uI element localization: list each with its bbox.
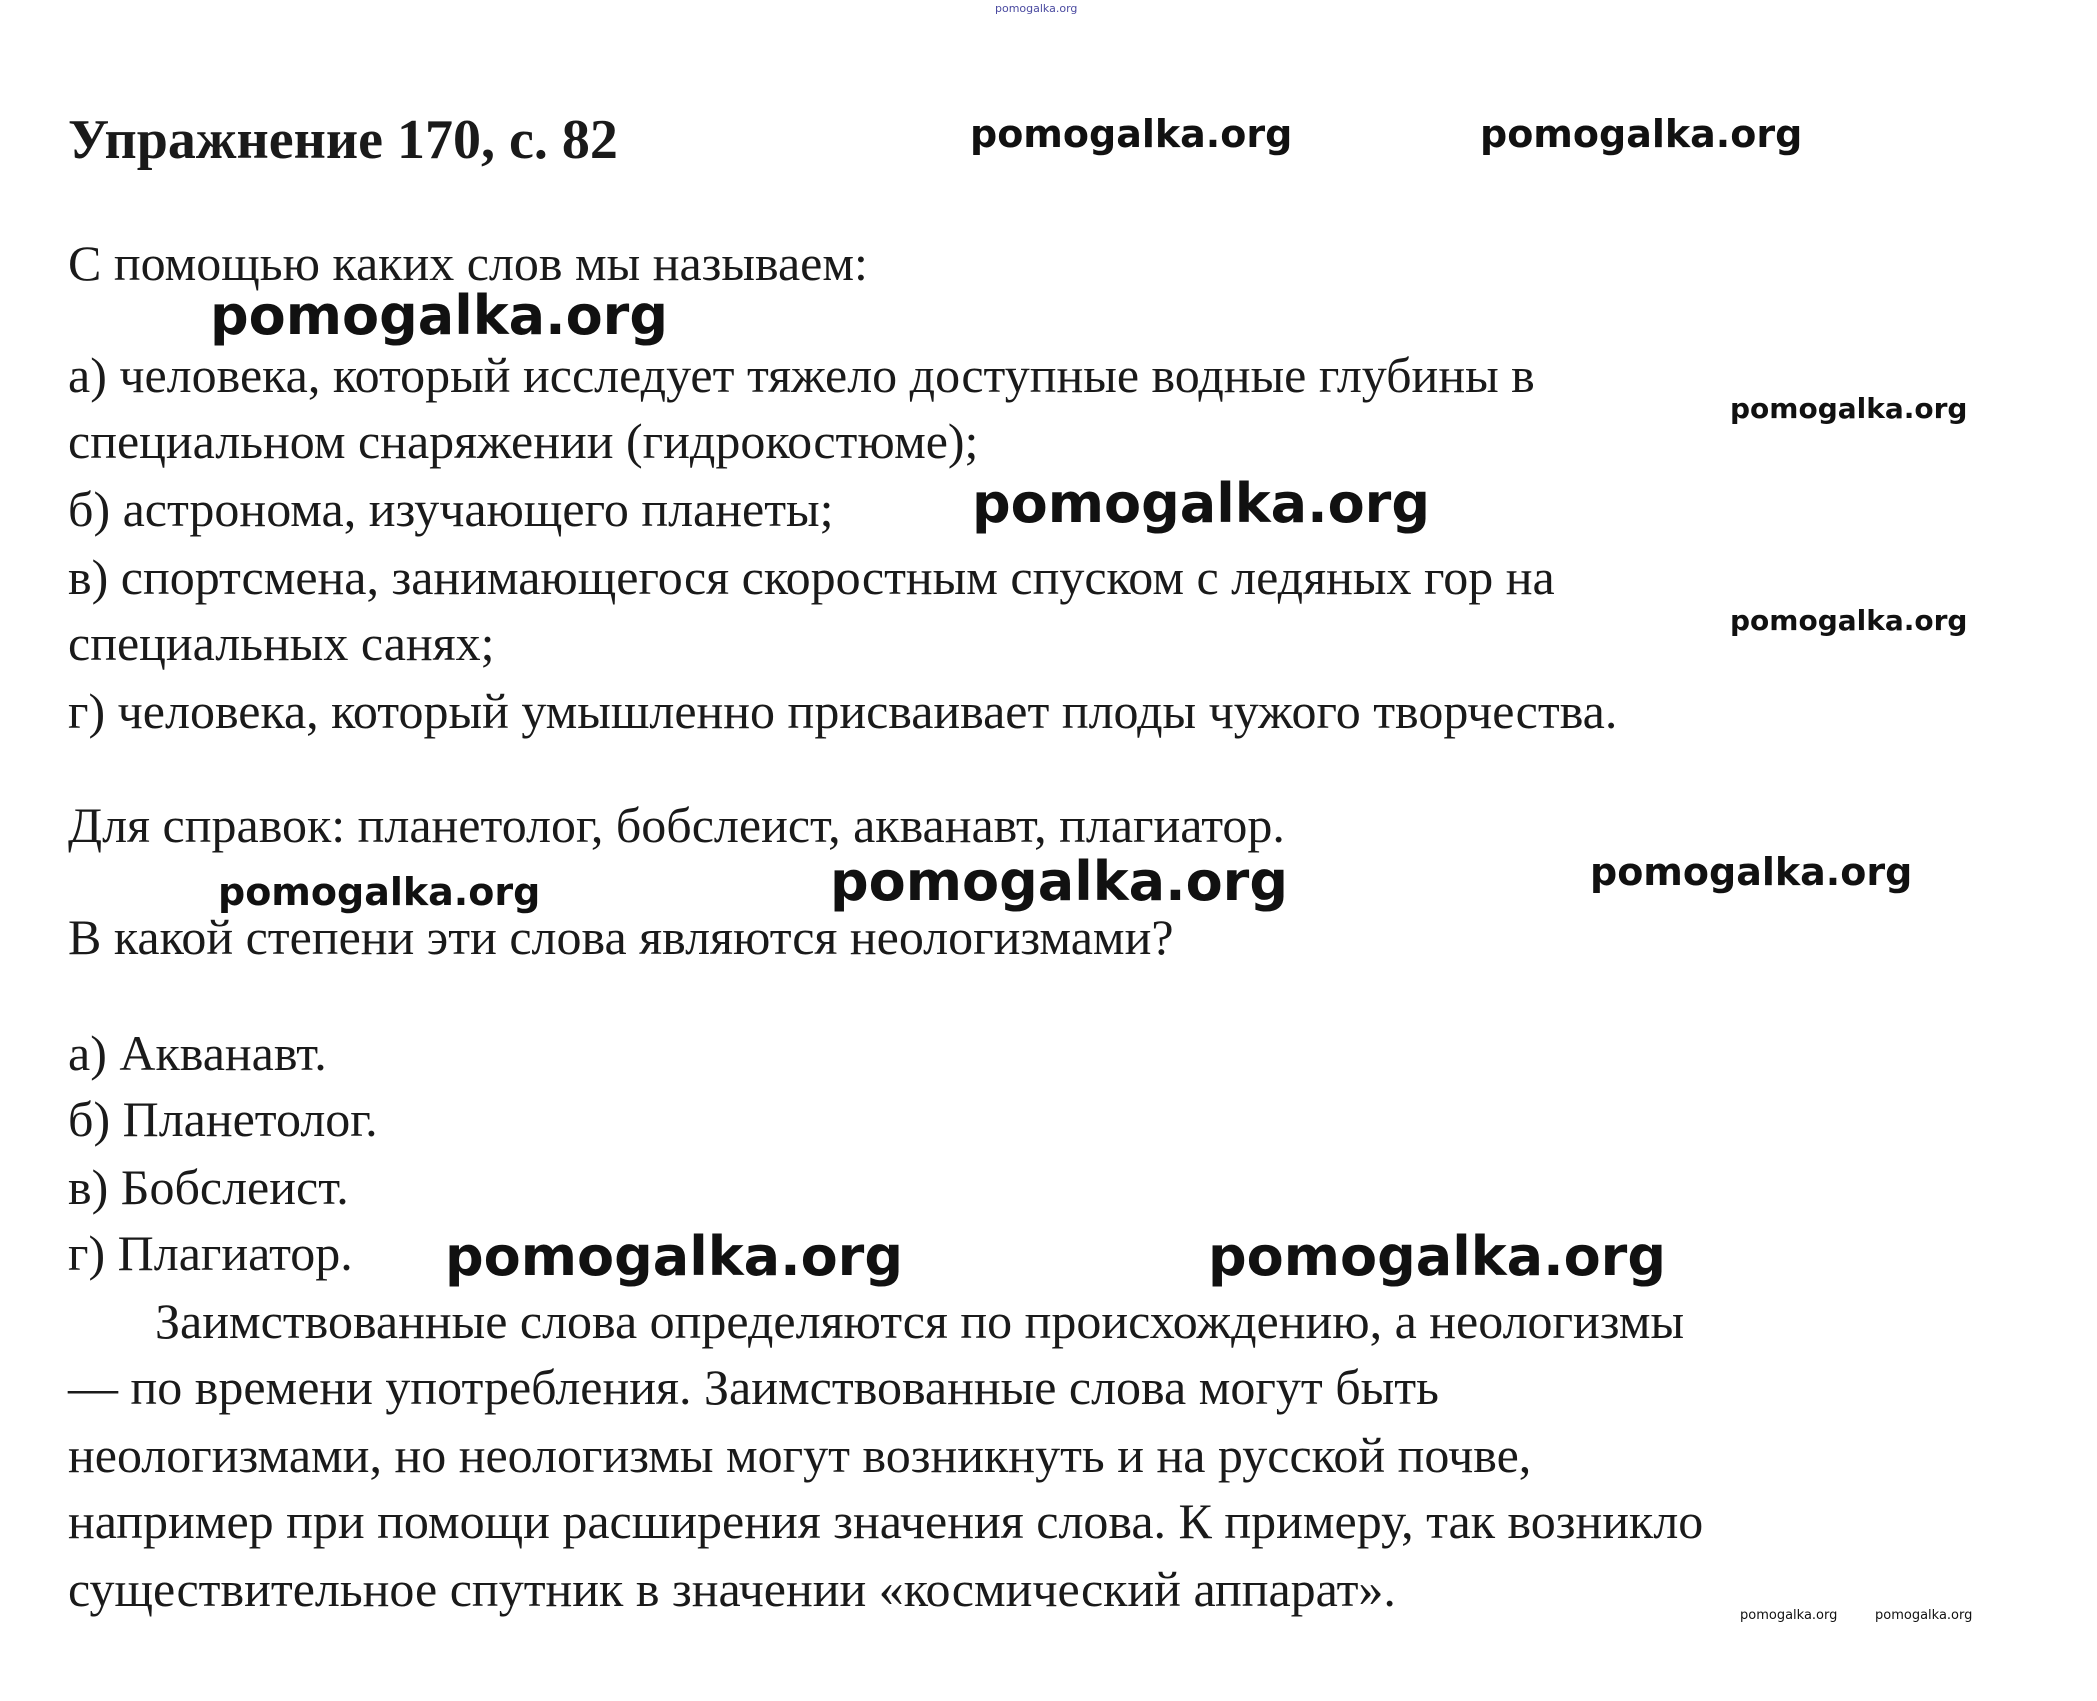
watermark: pomogalka.org [1730,392,1968,425]
answer-v: в) Бобслеист. [68,1159,349,1215]
item-a-line2: специальном снаряжении (гидрокостюме); [68,413,979,469]
watermark: pomogalka.org [1875,1608,1973,1623]
explanation-line4: например при помощи расширения значения слова. К примеру, так возникло [68,1493,1704,1549]
watermark: pomogalka.org [972,472,1430,535]
reference-words: Для справок: планетолог, бобслеист, акванавт, плагиатор. [68,797,1285,853]
item-a-line1: а) человека, который исследует тяжело доступные водные глубины в [68,347,1535,403]
watermark: pomogalka.org [970,112,1293,156]
item-g: г) человека, который умышленно присваивает плоды чужого творчества. [68,683,1618,739]
item-b: б) астронома, изучающего планеты; [68,481,834,537]
watermark: pomogalka.org [445,1225,903,1288]
explanation-line2: — по времени употребления. Заимствованные слова могут быть [68,1359,1439,1415]
explanation-line3: неологизмами, но неологизмы могут возникнуть и на русской почве, [68,1427,1532,1483]
watermark: pomogalka.org [1590,850,1913,894]
watermark: pomogalka.org [1740,1608,1838,1623]
exercise-title: Упражнение 170, с. 82 [68,109,618,171]
answer-g: г) Плагиатор. [68,1225,353,1281]
answer-b: б) Планетолог. [68,1091,378,1147]
answer-a: а) Акванавт. [68,1025,327,1081]
watermark: pomogalka.org [210,284,668,347]
watermark: pomogalka.org [1208,1225,1666,1288]
explanation-line1: Заимствованные слова определяются по происхождению, а неологизмы [155,1293,1685,1349]
watermark: pomogalka.org [218,870,541,914]
watermark: pomogalka.org [1480,112,1803,156]
item-v-line2: специальных санях; [68,615,495,671]
explanation-line5: существительное спутник в значении «космический аппарат». [68,1561,1396,1617]
watermark: pomogalka.org [1730,604,1968,637]
question-neologisms: В какой степени эти слова являются неологизмами? [68,909,1174,965]
watermark: pomogalka.org [830,850,1288,913]
item-v-line1: в) спортсмена, занимающегося скоростным спуском с ледяных гор на [68,549,1555,605]
question-intro: С помощью каких слов мы называем: [68,235,868,291]
watermark: pomogalka.org [995,2,1078,15]
